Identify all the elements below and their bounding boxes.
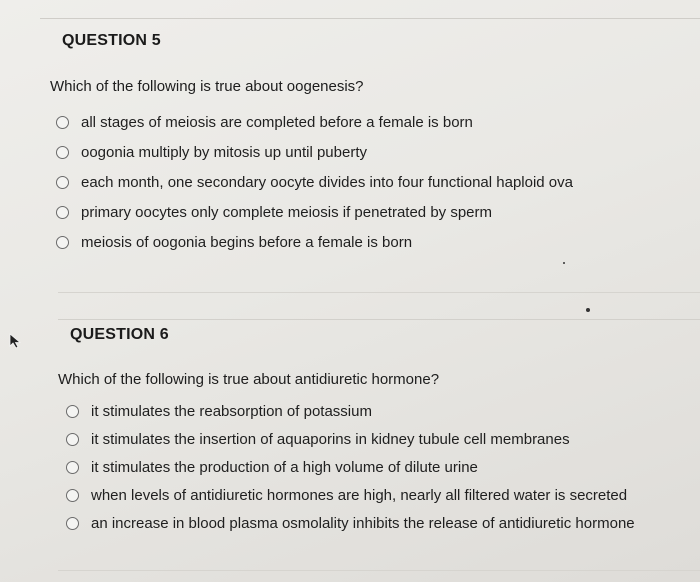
option-label: an increase in blood plasma osmolality inhibits the release of antidiuretic hormone bbox=[91, 514, 635, 532]
screen-speck bbox=[563, 262, 565, 264]
question-6-option-2[interactable] bbox=[66, 425, 635, 453]
question-6-title: QUESTION 6 bbox=[70, 326, 169, 343]
question-5-option-3[interactable] bbox=[56, 167, 573, 197]
option-label: each month, one secondary oocyte divides into four functional haploid ova bbox=[81, 173, 573, 191]
question-6-option-4[interactable] bbox=[66, 481, 635, 509]
option-label: it stimulates the production of a high volume of dilute urine bbox=[91, 458, 478, 476]
question-5-prompt: Which of the following is true about oogenesis? bbox=[50, 78, 364, 95]
option-label: meiosis of oogonia begins before a female is born bbox=[81, 233, 413, 251]
radio-button-icon[interactable] bbox=[56, 146, 69, 159]
option-label: it stimulates the reabsorption of potassium bbox=[91, 402, 372, 420]
radio-button-icon[interactable] bbox=[66, 489, 79, 502]
question-5-option-4[interactable] bbox=[56, 197, 573, 227]
question-divider bbox=[58, 292, 700, 293]
bottom-divider bbox=[58, 570, 700, 571]
top-divider bbox=[40, 18, 700, 19]
question-5-options bbox=[56, 107, 573, 257]
radio-button-icon[interactable] bbox=[66, 405, 79, 418]
question-5-option-1[interactable] bbox=[56, 107, 573, 137]
option-label: all stages of meiosis are completed before a female is born bbox=[81, 113, 473, 131]
question-6-option-1[interactable] bbox=[66, 397, 635, 425]
radio-button-icon[interactable] bbox=[66, 517, 79, 530]
radio-button-icon[interactable] bbox=[56, 116, 69, 129]
question-6-option-5[interactable] bbox=[66, 509, 635, 537]
option-label: it stimulates the insertion of aquaporins in kidney tubule cell membranes bbox=[91, 430, 570, 448]
option-label: oogonia multiply by mitosis up until puberty bbox=[81, 143, 367, 161]
question-6-prompt: Which of the following is true about antidiuretic hormone? bbox=[58, 371, 440, 388]
option-label: when levels of antidiuretic hormones are high, nearly all filtered water is secreted bbox=[91, 486, 628, 504]
radio-button-icon[interactable] bbox=[56, 176, 69, 189]
radio-button-icon[interactable] bbox=[66, 433, 79, 446]
radio-button-icon[interactable] bbox=[56, 206, 69, 219]
question-6-option-3[interactable] bbox=[66, 453, 635, 481]
question-5-option-5[interactable] bbox=[56, 227, 573, 257]
radio-button-icon[interactable] bbox=[56, 236, 69, 249]
question-5-title: QUESTION 5 bbox=[62, 32, 161, 49]
option-label: primary oocytes only complete meiosis if penetrated by sperm bbox=[81, 203, 493, 221]
question-divider bbox=[58, 319, 700, 320]
screen-speck bbox=[586, 308, 590, 312]
question-6-options bbox=[66, 397, 635, 537]
radio-button-icon[interactable] bbox=[66, 461, 79, 474]
question-5-option-2[interactable] bbox=[56, 137, 573, 167]
mouse-pointer-icon bbox=[9, 333, 23, 349]
